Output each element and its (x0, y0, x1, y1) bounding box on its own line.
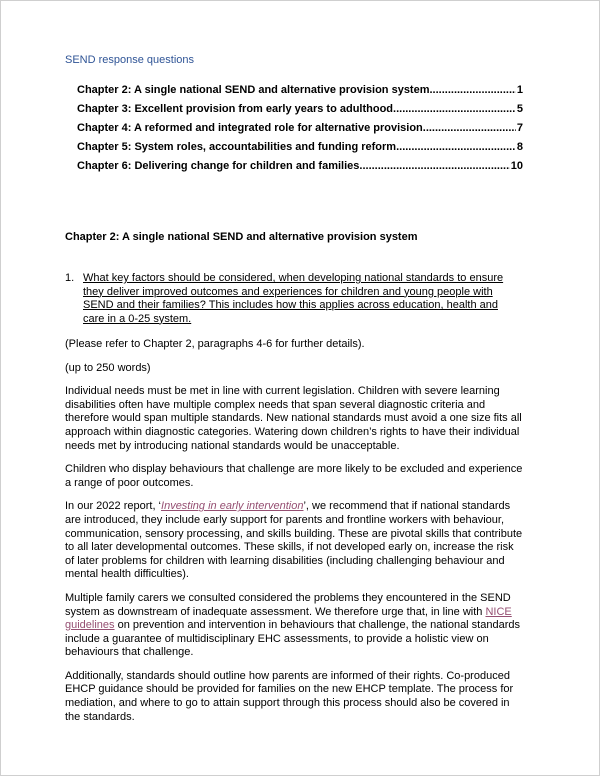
toc-label: Chapter 3: Excellent provision from early years to adulthood (77, 103, 394, 115)
toc-leader-dots (430, 81, 516, 100)
word-limit: (up to 250 words) (65, 361, 151, 374)
toc-leader-dots (393, 100, 516, 119)
refer-note: (Please refer to Chapter 2, paragraphs 4-6 for further details). (65, 338, 365, 350)
toc-leader-dots (396, 138, 516, 157)
toc-page-number: 5 (516, 103, 523, 115)
toc-entry-chapter-2[interactable] (77, 81, 523, 100)
paragraph-5: Additionally, standards should outline how parents are informed of their rights. Co-produced EHCP guidance should be provided for families on the new EHCP template. The process for mediation, and where to go to attain support through this process should also be covered in the standards. (65, 669, 514, 723)
question-number: 1. (65, 272, 75, 284)
table-of-contents (77, 81, 523, 176)
paragraph-1: Individual needs must be met in line with current legislation. Children with severe learning disabilities often have multiple complex needs that span several diagnostic criteria and therefore would span multiple standards. New national standards must avoid a one size fits all approach within diagnostic categories. Watering down children’s rights to have their individual needs met by introducing national standards would be unacceptable. (65, 385, 522, 452)
paragraph-4-end: on prevention and intervention in behaviours that challenge, the national standards include a guarantee of multidisciplinary EHC assessments, to provide a holistic view on behaviours that challenge. (65, 619, 520, 659)
toc-entry-chapter-6[interactable] (77, 157, 523, 176)
paragraph-4-start: Multiple family carers we consulted considered the problems they encountered in the SEND system as downstream of inadequate assessment. We therefore urge that, in line with (65, 591, 511, 618)
toc-page-number: 10 (510, 160, 523, 172)
toc-entry-chapter-3[interactable] (77, 100, 523, 119)
response-body (65, 338, 525, 734)
toc-label: Chapter 6: Delivering change for children and families (77, 160, 360, 172)
toc-entry-chapter-5[interactable] (77, 138, 523, 157)
toc-page-number: 8 (516, 141, 523, 153)
paragraph-4 (65, 592, 525, 660)
toc-page-number: 1 (516, 84, 523, 96)
toc-entry-chapter-4[interactable] (77, 119, 523, 138)
question-text: What key factors should be considered, when developing national standards to ensure they deliver improved outcomes and experiences for children and young people with SEND and their families? This includes how this applies across education, health and care in a 0-25 system. (83, 272, 504, 325)
paragraph-3-end: ’, we recommend that if national standards are introduced, they include early support for parents and frontline workers with behaviour, communication, sensory processing, and skills building. These are pivotal skills that contribute to all later developmental outcomes. These skills, if not developed early on, increase the risk of later problems for children with learning disabilities (including challenging behaviour and mental health difficulties). (65, 500, 523, 581)
toc-leader-dots (359, 157, 509, 176)
toc-label: Chapter 2: A single national SEND and alternative provision system (77, 84, 430, 96)
toc-page-number: 7 (516, 122, 523, 134)
paragraph-2: Children who display behaviours that challenge are more likely to be excluded and experience a range of poor outcomes. (65, 463, 523, 489)
toc-label: Chapter 4: A reformed and integrated role for alternative provision (77, 122, 423, 134)
question-1 (65, 272, 515, 326)
section-heading: Chapter 2: A single national SEND and alternative provision system (65, 231, 418, 243)
toc-leader-dots (423, 119, 516, 138)
toc-label: Chapter 5: System roles, accountabilities and funding reform (77, 141, 397, 153)
paragraph-3 (65, 500, 525, 582)
report-link[interactable]: Investing in early intervention (161, 500, 304, 513)
document-title: SEND response questions (65, 54, 195, 66)
nice-guidelines-link[interactable]: NICE guidelines (65, 605, 512, 632)
paragraph-3-start: In our 2022 report, ‘ (65, 500, 162, 513)
